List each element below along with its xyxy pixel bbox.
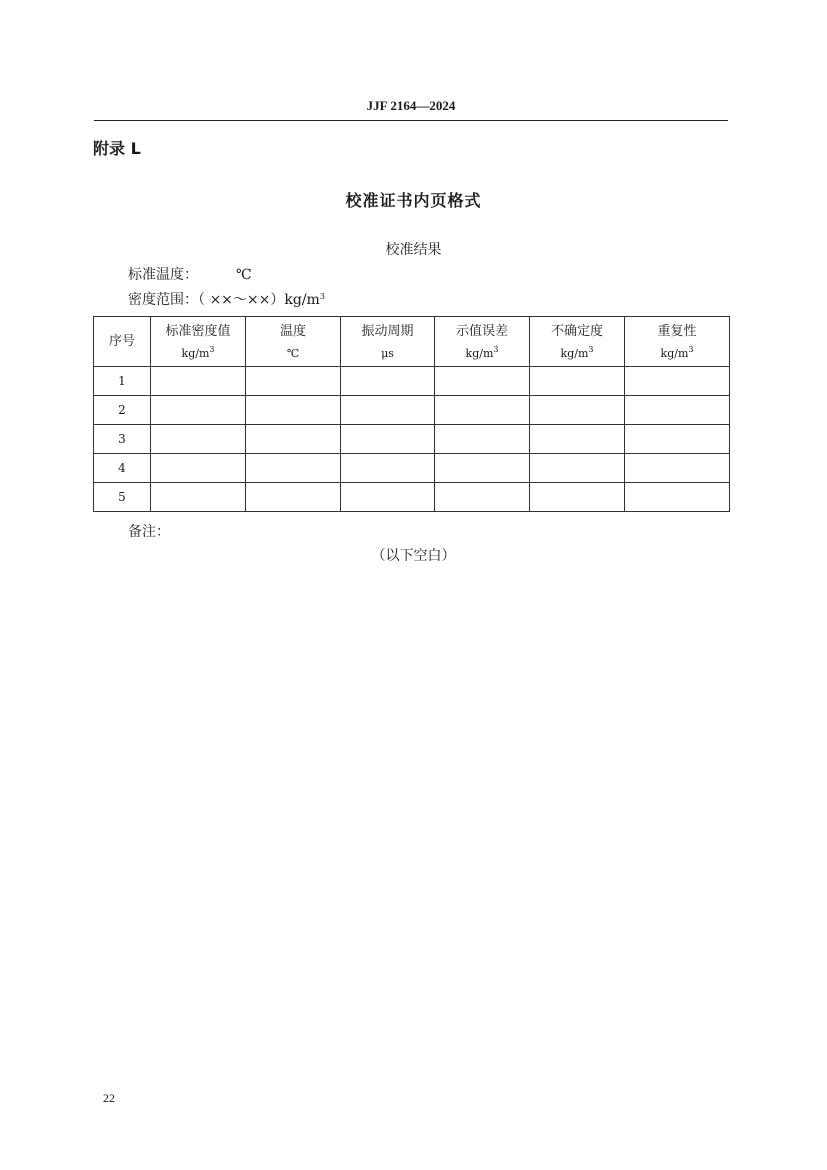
header-unit: $kg/m^3$	[181, 344, 215, 360]
table-cell[interactable]	[246, 483, 341, 512]
column-header-vibration-period	[341, 317, 435, 367]
header-unit: $kg/m^3$	[660, 344, 694, 360]
table-cell[interactable]	[625, 367, 730, 396]
row-index: 4	[94, 454, 151, 483]
header-label: 标准密度值	[165, 323, 231, 339]
table-cell[interactable]	[341, 425, 435, 454]
header-label: 重复性	[657, 323, 697, 339]
table-cell[interactable]	[341, 367, 435, 396]
header-rule	[94, 120, 728, 121]
table-row	[94, 454, 730, 483]
table-cell[interactable]	[625, 483, 730, 512]
remark-label: 备注：	[128, 524, 170, 540]
table-cell[interactable]	[625, 396, 730, 425]
header-unit: ℃	[286, 346, 300, 360]
table-cell[interactable]	[246, 396, 341, 425]
row-index: 5	[94, 483, 151, 512]
table-row	[94, 425, 730, 454]
header-label: 振动周期	[361, 323, 414, 339]
density-unit-superscript: 3	[319, 292, 325, 301]
table-cell[interactable]	[151, 367, 246, 396]
table-cell[interactable]	[246, 367, 341, 396]
table-cell[interactable]	[530, 425, 625, 454]
table-cell[interactable]	[151, 396, 246, 425]
table-cell[interactable]	[435, 483, 530, 512]
column-header-indication-error	[435, 317, 530, 367]
density-range-line	[128, 289, 325, 309]
table-cell[interactable]	[530, 367, 625, 396]
table-row	[94, 483, 730, 512]
row-index: 3	[94, 425, 151, 454]
table-row	[94, 367, 730, 396]
header-label: 温度	[279, 323, 306, 339]
temperature-label: 标准温度：	[128, 267, 198, 283]
column-header-repeatability	[625, 317, 730, 367]
table-cell[interactable]	[151, 483, 246, 512]
table-cell[interactable]	[341, 396, 435, 425]
table-cell[interactable]	[625, 454, 730, 483]
header-unit: $kg/m^3$	[560, 344, 594, 360]
appendix-label: 附录 L	[93, 139, 141, 158]
column-header-uncertainty	[530, 317, 625, 367]
table-cell[interactable]	[246, 454, 341, 483]
standard-temperature-line	[128, 264, 252, 284]
table-cell[interactable]	[435, 425, 530, 454]
density-range-label: 密度范围：（ ××～××）kg/m	[128, 292, 320, 308]
table-cell[interactable]	[151, 454, 246, 483]
row-index: 2	[94, 396, 151, 425]
temperature-unit: ℃	[236, 267, 252, 283]
table-cell[interactable]	[530, 454, 625, 483]
header-label: 不确定度	[550, 323, 603, 339]
table-cell[interactable]	[341, 483, 435, 512]
calibration-results-table	[93, 316, 730, 512]
table-cell[interactable]	[246, 425, 341, 454]
page-title: 校准证书内页格式	[345, 191, 482, 210]
table-cell[interactable]	[435, 396, 530, 425]
page-number: 22	[103, 1091, 115, 1105]
table-cell[interactable]	[530, 483, 625, 512]
column-header-standard-density	[151, 317, 246, 367]
table-cell[interactable]	[435, 367, 530, 396]
column-header-index	[94, 317, 151, 367]
header-label: 序号	[108, 333, 135, 349]
header-label: 示值误差	[455, 323, 508, 339]
header-unit: μs	[381, 346, 394, 360]
table-cell[interactable]	[341, 454, 435, 483]
table-header-row	[94, 317, 730, 367]
table-row	[94, 396, 730, 425]
table-cell[interactable]	[435, 454, 530, 483]
blank-below-note: （以下空白）	[371, 548, 456, 564]
table-cell[interactable]	[625, 425, 730, 454]
document-code: JJF 2164—2024	[366, 98, 456, 113]
header-unit: $kg/m^3$	[465, 344, 499, 360]
table-cell[interactable]	[151, 425, 246, 454]
column-header-temperature	[246, 317, 341, 367]
section-title: 校准结果	[385, 242, 442, 258]
row-index: 1	[94, 367, 151, 396]
table-cell[interactable]	[530, 396, 625, 425]
